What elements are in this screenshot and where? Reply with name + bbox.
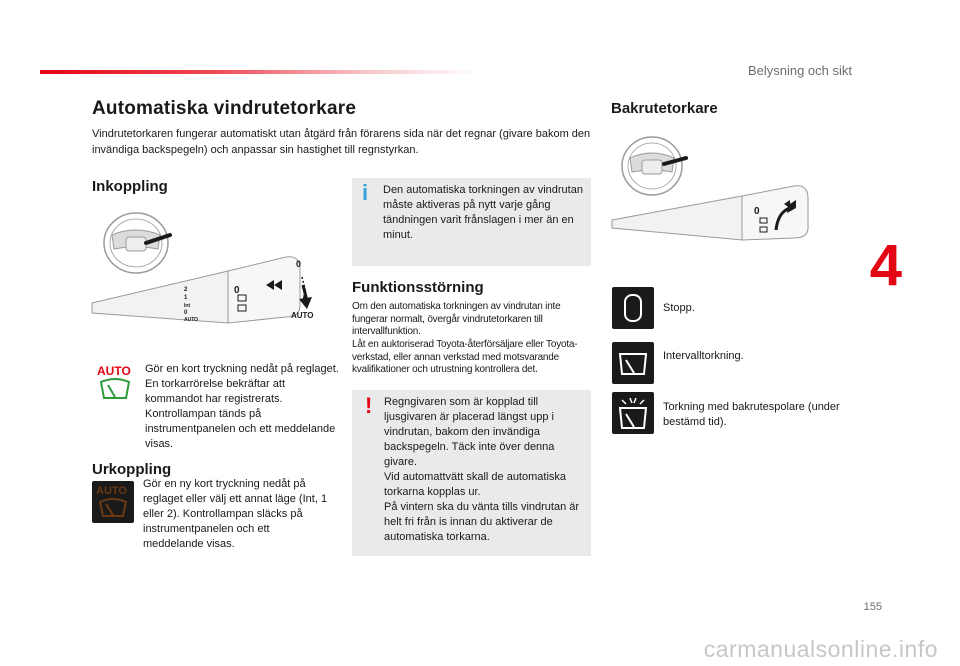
bakrutetorkare-heading: Bakrutetorkare (611, 100, 718, 117)
inkoppling-text: Gör en kort tryckning nedåt på reglaget. En torkarrörelse bekräftar att kommandot har registrerats. Kontrollampan tänds på instrumentpanelen och ett meddelande visas. (145, 363, 339, 450)
urkoppling-text: Gör en ny kort tryckning nedåt på reglaget eller välj ett annat läge (Int, 1 eller 2). Kontrollampan släcks på instrumentpanelen och ett meddelande visas. (143, 478, 328, 550)
inkoppling-heading: Inkoppling (92, 178, 168, 195)
rear-wiper-stalk-illustration (608, 128, 818, 248)
section-title: Belysning och sikt (747, 63, 852, 78)
warning-icon: ! (365, 393, 373, 418)
warning-text-2: Vid automattvätt skall de automatiska torkarna kopplas ur. (384, 471, 567, 498)
steering-wheel-icon (104, 213, 168, 273)
info-note-text: Den automatiska torkningen av vindrutan måste aktiveras på nytt varje gång tändningen varit frånslagen i mer än en minut. (383, 184, 583, 241)
windscreen-wiper-dim-icon (98, 498, 128, 518)
warning-text-3: På vintern ska du vänta tills vindrutan är helt fri från is innan du aktiverar de automatiska torkarna. (384, 501, 580, 543)
steering-wheel-icon (622, 137, 682, 195)
auto-wiper-off-icon: AUTO (92, 481, 134, 523)
windscreen-wiper-icon (99, 378, 131, 400)
rear-mode-stop-icon (612, 287, 654, 329)
stalk-pos-auto: AUTO (184, 317, 199, 323)
header-accent-bar (40, 70, 480, 74)
arrow-zero-label: 0 (296, 259, 302, 269)
stalk-pos-1: 1 (184, 295, 188, 301)
stalk-pos-int: Int (184, 303, 191, 309)
push-down-arrow-icon (299, 277, 312, 309)
funktionsstorning-text-1: Om den automatiska torkningen av vindrutan inte fungerar normalt, övergår vindrutetorkaren till intervallfunktion. (352, 301, 561, 337)
rear-mode-stop-text: Stopp. (663, 302, 695, 314)
page-number: 155 (863, 601, 882, 613)
rear-mode-interval-text: Intervalltorkning. (663, 350, 744, 362)
auto-wiper-on-icon: AUTO (95, 364, 135, 404)
warning-text-1: Regngivaren som är kopplad till ljusgivaren är placerad längst upp i vindrutan, bakom den invändiga backspegeln. Täck inte över denna givare. (384, 396, 555, 468)
urkoppling-heading: Urkoppling (92, 461, 172, 478)
page-title: Automatiska vindrutetorkare (92, 98, 357, 119)
rear-mode-washer-icon (612, 392, 654, 434)
stalk-zero-label: 0 (234, 285, 240, 296)
funktionsstorning-heading: Funktionsstörning (352, 279, 484, 296)
intro-text: Vindrutetorkaren fungerar automatiskt utan åtgärd från förarens sida när det regnar (givare bakom den invändiga backspegeln) och anpassar sin hastighet till regnstyrkan. (92, 128, 591, 156)
funktionsstorning-text-2: Låt en auktoriserad Toyota-återförsäljare eller Toyota-verkstad, eller annan verkstad med motsvarande kvalifikationer och utrustning kontrollera det. (352, 339, 578, 375)
rear-mode-interval-icon (612, 342, 654, 384)
chapter-number: 4 (869, 233, 902, 298)
warning-note-box (352, 390, 591, 556)
rear-mode-washer-text: Torkning med bakrutespolare (under bestämd tid). (663, 401, 840, 428)
arrow-auto-label: AUTO (291, 311, 314, 320)
info-note-box (352, 178, 591, 266)
rear-stalk-zero-label: 0 (754, 206, 760, 217)
stalk-pos-2: 2 (184, 287, 188, 293)
wiper-stalk-illustration (88, 205, 328, 340)
watermark-text: carmanualsonline.info (703, 636, 938, 662)
info-icon: i (362, 180, 369, 205)
stalk-pos-0: 0 (184, 310, 188, 316)
